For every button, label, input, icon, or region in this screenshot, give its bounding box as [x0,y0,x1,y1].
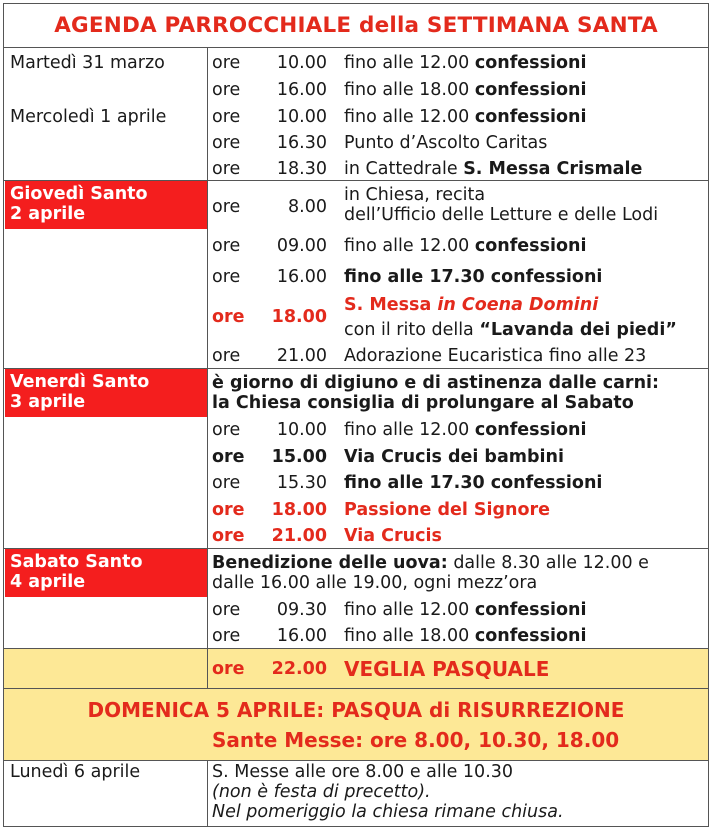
activity-line: dell’Ufficio delle Letture e delle Lodi [344,205,659,225]
easter-title: DOMENICA 5 APRILE: PASQUA di RISURREZIONE [87,698,625,722]
time: 16.00 [276,626,327,646]
ore-label: ore [212,600,241,620]
time: 09.30 [276,600,327,620]
day-label: Sabato Santo [10,552,143,572]
activity [344,107,587,127]
time: 15.00 [271,447,327,467]
activity-text: fino alle 12.00 [344,236,470,256]
activity-bold: S. Messa Crismale [463,159,643,179]
time: 18.00 [271,500,327,520]
ore-label: ore [212,447,245,467]
activity [344,53,587,73]
saturday-note [212,553,649,573]
activity: Via Crucis [344,526,442,546]
time: 10.00 [276,107,327,127]
activity-bold: confessioni [474,107,587,127]
activity: Passione del Signore [344,500,551,520]
friday-note: la Chiesa consiglia di prolungare al Sabato [212,393,634,413]
ore-label: ore [212,267,241,287]
activity [344,159,642,179]
time: 16.00 [276,80,327,100]
friday-note: è giorno di digiuno e di astinenza dalle carni: [212,373,660,393]
activity: Punto d’Ascolto Caritas [344,133,548,153]
ore-label: ore [212,420,241,440]
vigil-title: VEGLIA PASQUALE [344,657,550,681]
saturday-note: dalle 16.00 alle 19.00, ogni mezz’ora [212,573,538,593]
activity-line [344,295,598,315]
activity-text: fino alle 18.00 [344,80,470,100]
ore-label: ore [212,133,241,153]
time: 18.00 [271,307,327,327]
day-label: Venerdì Santo [10,372,150,392]
monday-note: Nel pomeriggio la chiesa rimane chiusa. [212,802,564,822]
monday-note: (non è festa di precetto). [212,782,431,802]
activity-text: S. Messa [344,295,432,315]
column-divider [207,47,208,648]
activity-text: fino alle 12.00 [344,53,470,73]
note-bold: Benedizione delle uova: [212,553,448,573]
note-text: dalle 8.30 alle 12.00 e [453,553,649,573]
activity-text: fino alle 18.00 [344,626,470,646]
ore-label: ore [212,659,245,679]
ore-label: ore [212,197,241,217]
time: 18.30 [276,159,327,179]
ore-label: ore [212,526,245,546]
time: 09.00 [276,236,327,256]
ore-label: ore [212,307,245,327]
activity [344,80,587,100]
time: 16.30 [276,133,327,153]
time: 22.00 [271,659,327,679]
ore-label: ore [212,107,241,127]
activity-text: fino alle 12.00 [344,600,470,620]
agenda-table [3,3,709,827]
activity-bold: confessioni [474,53,587,73]
day-label: Mercoledì 1 aprile [10,107,167,127]
activity [344,420,587,440]
ore-label: ore [212,346,241,366]
activity [344,600,587,620]
activity-bold: confessioni [474,420,587,440]
activity-italic: in Coena Domini [437,295,599,315]
easter-masses: Sante Messe: ore 8.00, 10.30, 18.00 [212,728,620,752]
day-label: Martedì 31 marzo [10,53,165,73]
activity-line: in Chiesa, recita [344,185,486,205]
monday-note: S. Messe alle ore 8.00 e alle 10.30 [212,762,514,782]
ore-label: ore [212,80,241,100]
time: 21.00 [276,346,327,366]
activity-text: con il rito della [344,320,474,340]
ore-label: ore [212,473,241,493]
activity [344,626,587,646]
day-label: Giovedì Santo [10,184,148,204]
activity-text: fino alle 12.00 [344,107,470,127]
day-label: Lunedì 6 aprile [10,762,141,782]
time: 16.00 [276,267,327,287]
ore-label: ore [212,626,241,646]
activity-text: fino alle 12.00 [344,420,470,440]
activity: Adorazione Eucaristica fino alle 23 [344,346,647,366]
time: 21.00 [271,526,327,546]
day-date: 3 aprile [10,392,86,412]
activity: fino alle 17.30 confessioni [344,473,603,493]
day-date: 2 aprile [10,204,86,224]
time: 10.00 [276,420,327,440]
activity-text: in Cattedrale [344,159,458,179]
ore-label: ore [212,500,245,520]
ore-label: ore [212,159,241,179]
time: 8.00 [288,197,327,217]
activity: fino alle 17.30 confessioni [344,267,603,287]
section-divider [4,760,708,761]
time: 15.30 [276,473,327,493]
activity-bold: confessioni [474,600,587,620]
activity-bold: “Lavanda dei piedi” [479,320,677,340]
column-divider [207,649,208,688]
ore-label: ore [212,236,241,256]
day-date: 4 aprile [10,572,86,592]
activity-line [344,320,677,340]
time: 10.00 [276,53,327,73]
ore-label: ore [212,53,241,73]
activity-bold: confessioni [474,80,587,100]
activity-bold: confessioni [474,626,587,646]
column-divider [207,760,208,826]
activity [344,236,587,256]
page-title: AGENDA PARROCCHIALE della SETTIMANA SANTA [4,4,708,48]
activity: Via Crucis dei bambini [344,447,564,467]
activity-bold: confessioni [474,236,587,256]
